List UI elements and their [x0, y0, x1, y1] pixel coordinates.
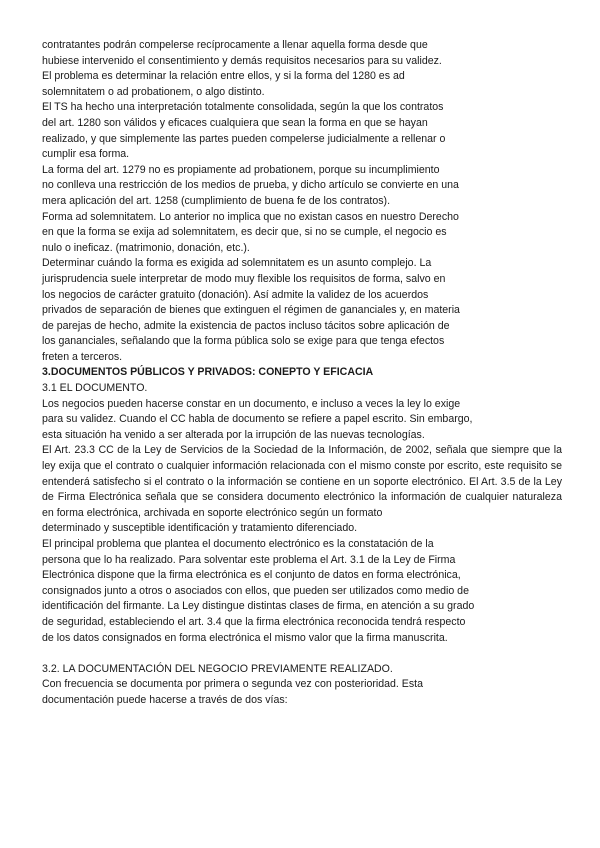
text-line: del art. 1280 son válidos y eficaces cualquiera que sean la forma en que se hayan — [42, 116, 428, 129]
text-line: Con frecuencia se documenta por primera o segunda vez con posterioridad. Esta — [42, 678, 424, 691]
text-line: nulo o ineficaz. (matrimonio, donación, etc.). — [42, 241, 250, 254]
text-line: los gananciales, señalando que la forma pública solo se exige para que tenga efectos — [42, 335, 445, 348]
section-heading-text: 3.DOCUMENTOS PÚBLICOS Y PRIVADOS: CONEPTO Y EFICACIA — [42, 366, 374, 379]
text-line: cualquier naturaleza en forma electrónica, archivada en soporte electrónico según un formato — [42, 491, 562, 519]
text-line: contratantes podrán compelerse recíprocamente a llenar aquella forma desde que — [42, 39, 428, 51]
text-line: requisito se entenderá satisfecho si el contrato o la información se contiene en un soporte electrónico. El — [42, 460, 562, 488]
document-page — [42, 38, 562, 709]
text-line: realizado, y que simplemente las partes pueden compelerse judicialmente a rellenar o — [42, 132, 446, 145]
text-line: esta situación ha venido a ser alterada por la irrupción de las nuevas tecnologías. — [42, 428, 425, 441]
text-line: los negocios de carácter gratuito (donación). Así admite la validez de los acuerdos — [42, 288, 429, 301]
text-line: privados de separación de bienes que extinguen el régimen de gananciales y, en materia — [42, 304, 460, 317]
text-line: persona que lo ha realizado. Para solventar este problema el Art. 3.1 de la Ley de Firma — [42, 553, 456, 566]
text-line: jurisprudencia suele interpretar de modo muy flexible los requisitos de forma, salvo en — [42, 272, 446, 285]
text-line: hubiese intervenido el consentimiento y demás requisitos necesarios para su validez. — [42, 54, 442, 67]
paragraph-problema — [42, 69, 562, 100]
paragraph-forma-ad-solemnitatem — [42, 210, 562, 257]
subsection-documentacion — [42, 662, 562, 709]
subsection-title: 3.2. LA DOCUMENTACIÓN DEL NEGOCIO PREVIAMENTE REALIZADO. — [42, 662, 393, 675]
text-line: documentación puede hacerse a través de dos vías: — [42, 693, 288, 706]
text-line: no conlleva una restricción de los medios de prueba, y dicho artículo se convierte en una — [42, 179, 459, 192]
subsection-el-documento — [42, 381, 562, 443]
text-line: solemnitatem o ad probationem, o algo distinto. — [42, 85, 265, 98]
text-line: mera aplicación del art. 1258 (cumplimiento de buena fe de los contratos). — [42, 194, 391, 207]
text-line: El problema es determinar la relación entre ellos, y si la forma del 1280 es ad — [42, 70, 405, 83]
text-line: freten a terceros. — [42, 350, 123, 363]
text-line: cumplir esa forma. — [42, 148, 130, 161]
text-line: determinado y susceptible identificación y tratamiento diferenciado. — [42, 522, 358, 535]
text-line: La forma del art. 1279 no es propiamente ad probationem, porque su incumplimiento — [42, 163, 440, 176]
justified-text — [42, 443, 562, 521]
text-line: que la ley exija que el contrato o cualquier información relacionada con el mismo conste por escrito, este — [42, 444, 562, 473]
paragraph-art-23-3 — [42, 443, 562, 646]
text-line: identificación del firmante. La Ley distingue distintas clases de firma, en atención a su grado — [42, 600, 475, 613]
text-line: consignados junto a otros o asociados con ellos, que pueden ser utilizados como medio de — [42, 584, 469, 597]
text-line: Forma ad solemnitatem. Lo anterior no implica que no existan casos en nuestro Derecho — [42, 210, 459, 223]
text-line: Art. 3.5 de la Ley de Firma Electrónica señala que se considera documento electrónico la información de — [42, 475, 562, 504]
paragraph-determinar — [42, 256, 562, 365]
text-line: El TS ha hecho una interpretación totalmente consolidada, según la que los contratos — [42, 101, 444, 114]
text-line: de los datos consignados en forma electrónica el mismo valor que la firma manuscrita. — [42, 631, 448, 644]
paragraph-ts-interpretacion — [42, 100, 562, 209]
subsection-title: 3.1 EL DOCUMENTO. — [42, 382, 148, 395]
text-line: El Art. 23.3 CC de la Ley de Servicios de la Sociedad de la Información, de 2002, señala que siempre — [42, 444, 530, 457]
paragraph-contratantes — [42, 38, 562, 69]
text-line: Los negocios pueden hacerse constar en un documento, e incluso a veces la ley lo exige — [42, 397, 461, 410]
text-line: Determinar cuándo la forma es exigida ad solemnitatem es un asunto complejo. La — [42, 257, 432, 270]
text-line: en que la forma se exija ad solemnitatem, es decir que, si no se cumple, el negocio es — [42, 226, 447, 239]
section-heading — [42, 365, 562, 381]
text-line: de parejas de hecho, admite la existencia de pactos incluso tácitos sobre aplicación de — [42, 319, 450, 332]
text-line: El principal problema que plantea el documento electrónico es la constatación de la — [42, 538, 434, 550]
text-line: para su validez. Cuando el CC habla de documento se refiere a papel escrito. Sin embargo, — [42, 413, 473, 426]
text-line: Electrónica dispone que la firma electrónica es el conjunto de datos en forma electrónica, — [42, 569, 461, 582]
text-line: de seguridad, estableciendo el art. 3.4 que la firma electrónica reconocida tendrá respecto — [42, 615, 466, 628]
